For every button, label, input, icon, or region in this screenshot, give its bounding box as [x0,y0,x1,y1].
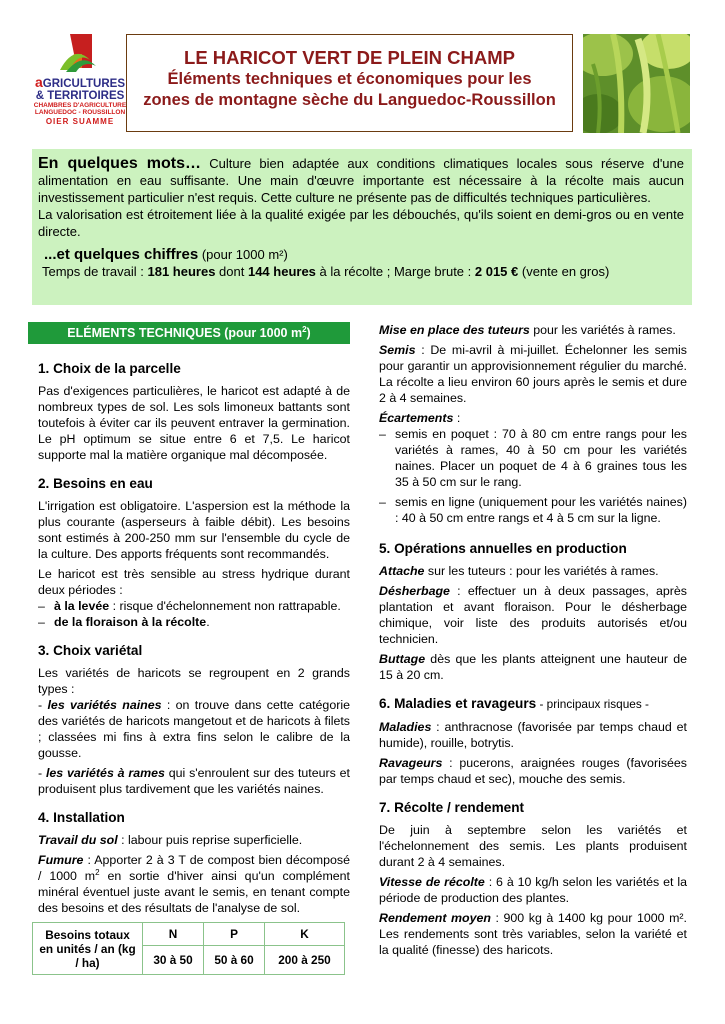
key-figures-heading-line [38,246,684,263]
diseases-text: : anthracnose (favorisée par temps chaud et humide), rouille, botrytis. [379,720,687,750]
nutrient-col-p: P [204,923,265,946]
weeding [379,583,687,647]
section-6-title [379,695,687,713]
diseases-label: Maladies [379,720,432,734]
variety-prefix: - [38,698,48,712]
page-subtitle-line-1: Éléments techniques et économiques pour les [167,70,532,88]
gross-margin-value: 2 015 € [474,264,519,279]
left-column [38,322,350,975]
work-time-connector: dont [215,264,248,279]
section-5-title: 5. Opérations annuelles en production [379,541,627,556]
earthing-up [379,651,687,683]
harvest-speed [379,874,687,906]
nutrient-row-header: Besoins totaux en unités / an (kg / ha) [33,923,143,975]
logo-line-5: OIER SUAMME [45,117,115,126]
logo-line-4: LANGUEDOC - ROUSSILLON [34,108,126,116]
fertilization-text-a: : Apporter 2 à 3 T de compost bien décomposé / 1000 m [38,853,350,883]
average-yield [379,910,687,958]
nutrient-value-n: 30 à 50 [143,946,204,975]
page-subtitle-line-2: zones de montagne sèche du Languedoc-Roussillon [143,91,556,109]
section-2-title: 2. Besoins en eau [38,476,153,491]
pests-text: : pucerons, araignées rouges (favorisées par temps chaud et sec), mouche des semis. [379,756,687,786]
chamber-of-agriculture-logo [30,30,130,135]
stress-period-1-text: : risque d'échelonnement non rattrapable. [109,599,341,613]
nutrient-col-n: N [143,923,204,946]
soil-work [38,832,350,848]
spacing-heading [379,410,687,426]
variety-pole-text: qui s'enroulent sur des tuteurs et produisent plus tardivement que les variétés naines. [38,766,350,796]
dash-bullet: – [38,599,45,613]
stress-period-2-text: . [206,615,210,629]
weeding-text: : effectuer un à deux passages, après plantation et avant floraison. Pour le désherbage chimique, voir liste des produits autorisés et/ou technicien. [379,584,687,646]
harvest-time-label: à la récolte ; Marge brute : [315,264,475,279]
spacing-colon: : [453,411,461,425]
sowing-text: : De mi-avril à mi-juillet. Échelonner les semis pour garantir un approvisionnement régulier du marché. La récolte a lieu environ 60 jours après le semis et dure 2 à 4 semaines. [379,343,687,405]
key-figures-values [38,263,684,280]
variety-dwarf-text: : on trouve dans cette catégorie des variétés de haricots mangetout et de haricots à filets ; classées mi fins à extra fins selon le calibre de la gousse. [38,698,350,760]
soil-work-label: Travail du sol [38,833,118,847]
section-6-title-text: 6. Maladies et ravageurs [379,696,537,711]
section-2-text-1: L'irrigation est obligatoire. L'aspersion est la méthode la plus courante (asperseurs à faible débit). Les besoins sont estimés à 200-250 mm sur l'ensemble du cycle de la culture. Des apports fréquents sont recommandés. [38,499,350,561]
dash-bullet: – [379,427,386,441]
tying-text: sur les tuteurs : pour les variétés à rames. [424,564,659,578]
banner-sup: 2 [302,324,307,334]
section-3-text: Les variétés de haricots se regroupent en 2 grands types : [38,666,350,696]
tying [379,563,687,579]
list-item [38,598,350,614]
section-7-title: 7. Récolte / rendement [379,800,525,815]
spacing-row-sowing: semis en ligne (uniquement pour les variétés naines) : 40 à 50 cm entre rangs et 4 à 5 cm sur la ligne. [395,495,687,525]
summary-text-2: La valorisation est étroitement liée à la qualité exigée par les débouchés, qu'ils soient en demi-gros ou en vente directe. [38,207,684,239]
earthing-up-label: Buttage [379,652,426,666]
summary-box [32,149,692,305]
right-column [379,322,687,958]
tying-label: Attache [379,564,425,578]
sowing [379,342,687,406]
key-figures [38,246,684,280]
stress-period-2: de la floraison à la récolte [54,615,207,629]
logo-initial: a [35,74,43,90]
technical-elements-banner [28,322,350,344]
average-yield-label: Rendement moyen [379,911,491,925]
variety-prefix: - [38,766,46,780]
key-figures-unit: (pour 1000 m²) [198,247,288,262]
nutrient-value-p: 50 à 60 [204,946,265,975]
section-6-title-suffix: - principaux risques - [536,697,649,711]
variety-dwarf-label: les variétés naines [47,698,162,712]
logo-line-1 [30,75,130,91]
harvest-text: De juin à septembre selon les variétés et l'échelonnement des semis. Les plants produisent durant 2 à 4 semaines. [379,823,687,869]
summary-paragraph [38,155,684,206]
list-item [379,426,687,490]
average-yield-text: : 900 kg à 1400 kg pour 1000 m². Les rendements sont très variables, selon la variété et la qualité (finesse) des haricots. [379,911,687,957]
logo-line-3: CHAMBRES D'AGRICULTURE [33,102,127,109]
stress-period-1: à la levée [54,599,110,613]
fertilization-text-b: en sortie d'hiver ainsi qu'un complément minéral éventuel juste avant le semis, en tenant compte des besoins et des résultats de l'analyse de sol. [38,869,350,915]
weeding-label: Désherbage [379,584,450,598]
key-figures-heading: ...et quelques chiffres [44,246,199,263]
sowing-label: Semis [379,343,416,357]
fertilization-label: Fumure [38,853,84,867]
list-item [38,614,350,630]
harvest-speed-text: : 6 à 10 kg/h selon les variétés et la période de production des plantes. [379,875,687,905]
section-1-title: 1. Choix de la parcelle [38,361,181,376]
logo-line-2: & TERRITOIRES [35,89,125,102]
work-time-total: 181 heures [147,264,216,279]
nutrient-value-k: 200 à 250 [265,946,345,975]
banner-text: ELÉMENTS TECHNIQUES (pour 1000 m [67,326,303,340]
fertilization [38,852,350,916]
logo-emblem-icon [30,30,130,74]
soil-work-text: : labour puis reprise superficielle. [117,833,303,847]
stakes-setup [379,322,687,338]
nutrient-needs-table [32,922,345,975]
table-row [33,923,345,946]
spacing-label: Écartements [379,411,454,425]
summary-heading: En quelques mots… [38,155,202,172]
title-frame [126,34,573,132]
page-title: LE HARICOT VERT DE PLEIN CHAMP [184,47,515,68]
diseases [379,719,687,751]
section-1-text: Pas d'exigences particulières, le haricot est adapté à de nombreux types de sol. Les sols limoneux battants sont toutefois à éviter car ils peuvent entraver la germination. Le pH optimum se situe entre 6 et 7,5. Le haricot supporte mal la matière organique mal décomposée. [38,384,350,462]
spacing-hill-sowing: semis en poquet : 70 à 80 cm entre rangs pour les variétés à rames, 40 à 50 cm pour les variétés naines. Placer un poquet de 4 à 6 graines tous les 35 à 50 cm sur le rang. [395,427,687,489]
section-4-title: 4. Installation [38,810,125,825]
fertilization-sup: 2 [95,867,100,877]
work-time-label: Temps de travail : [42,264,148,279]
list-item [379,494,687,526]
section-3-title: 3. Choix variétal [38,643,143,658]
green-bean-photo [583,34,690,133]
banner-end: ) [306,326,311,340]
page-subtitle [127,69,572,111]
variety-dwarf [38,697,350,761]
earthing-up-text: dès que les plants atteignent une hauteur de 15 à 20 cm. [379,652,687,682]
pests-label: Ravageurs [379,756,443,770]
variety-pole-label: les variétés à rames [45,766,165,780]
logo-line-1-rest: GRICULTURES [42,78,125,90]
pests [379,755,687,787]
stakes-setup-label: Mise en place des tuteurs [379,323,530,337]
harvest-time-value: 144 heures [247,264,316,279]
gross-margin-note: (vente en gros) [518,264,610,279]
stakes-setup-text: pour les variétés à rames. [529,323,676,337]
variety-pole [38,765,350,797]
nutrient-col-k: K [265,923,345,946]
dash-bullet: – [38,615,45,629]
dash-bullet: – [379,495,386,509]
section-2-text-2: Le haricot est très sensible au stress hydrique durant deux périodes : [38,567,350,597]
summary-text-1: Culture bien adaptée aux conditions climatiques locales sous réserve d'une alimentation en eau suffisante. Une main d'œuvre importante est nécessaire à la récolte mais aucun investissement particulier n'est requis. Cette culture ne présente pas de difficultés techniques particulières. [38,156,684,205]
harvest-speed-label: Vitesse de récolte [379,875,485,889]
